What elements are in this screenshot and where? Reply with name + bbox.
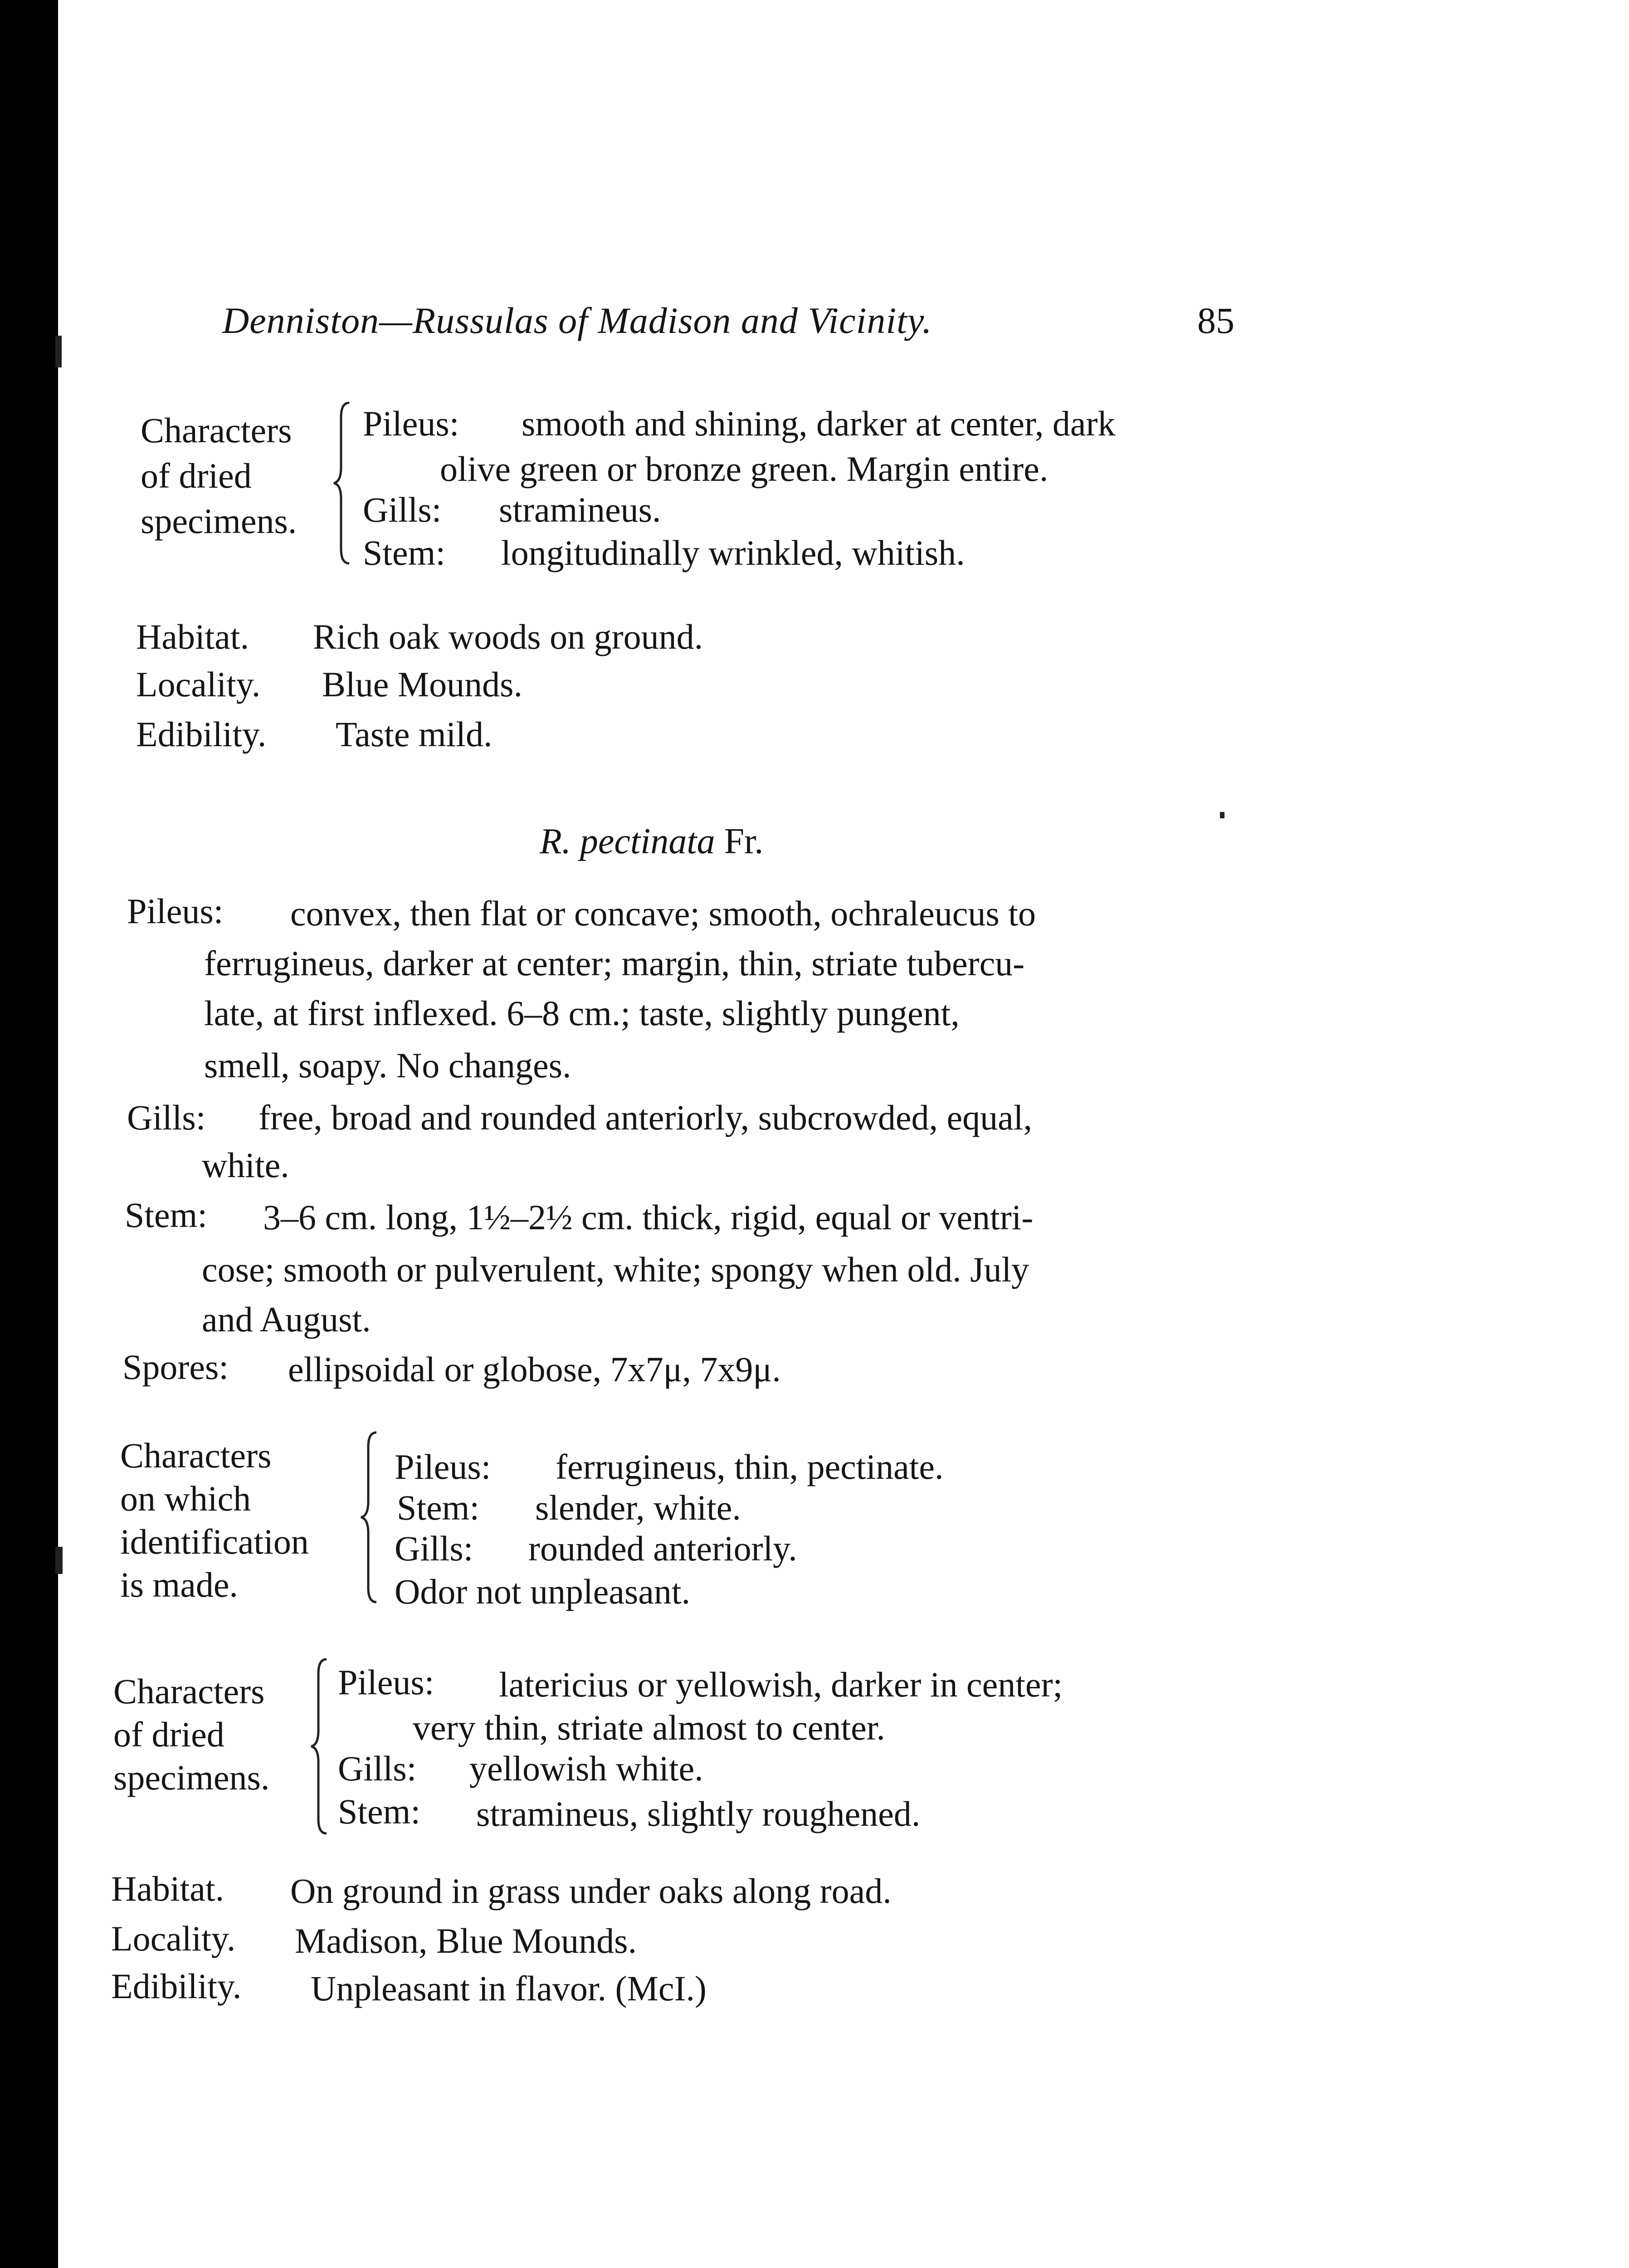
desc-stem-line-2: cose; smooth or pulverulent, white; spongy when old. July xyxy=(202,1250,1029,1289)
desc-gills-line-1: free, broad and rounded anteriorly, subcrowded, equal, xyxy=(258,1098,1032,1137)
dried-stem-term: Stem: xyxy=(363,533,446,572)
dried-label-line-1: Characters xyxy=(141,411,292,450)
habitat-term: Habitat. xyxy=(136,617,249,656)
habitat2-text: On ground in grass under oaks along road. xyxy=(290,1871,892,1911)
habitat-text: Rich oak woods on ground. xyxy=(313,617,703,656)
species-title xyxy=(540,821,763,862)
dried-pileus-term: Pileus: xyxy=(363,404,459,443)
dried2-gills-text: yellowish white. xyxy=(469,1749,703,1788)
desc-gills-line-2: white. xyxy=(202,1145,289,1185)
edibility-text: Taste mild. xyxy=(336,714,493,754)
desc-pileus-line-3: late, at first inflexed. 6–8 cm.; taste, slightly pungent, xyxy=(204,993,960,1033)
page-number: 85 xyxy=(1197,300,1234,341)
locality2-text: Madison, Blue Mounds. xyxy=(295,1921,637,1960)
brace-2 xyxy=(358,1429,381,1606)
desc-stem-line-1: 3–6 cm. long, 1½–2½ cm. thick, rigid, equal or ventri- xyxy=(263,1198,1034,1237)
dried2-pileus-text-1: latericius or yellowish, darker in center; xyxy=(499,1665,1063,1704)
dried2-label-line-2: of dried xyxy=(113,1715,224,1754)
dried2-gills-term: Gills: xyxy=(338,1749,417,1788)
dried-gills-text: stramineus. xyxy=(499,490,661,529)
locality-term: Locality. xyxy=(136,665,261,704)
dried2-stem-text: stramineus, slightly roughened. xyxy=(476,1794,921,1833)
desc-pileus-line-1: convex, then flat or concave; smooth, ochraleucus to xyxy=(290,894,1036,933)
desc-pileus-line-2: ferrugineus, darker at center; margin, thin, striate tubercu- xyxy=(204,943,1025,983)
edibility2-text: Unpleasant in flavor. (McI.) xyxy=(311,1969,707,2008)
desc-pileus-term: Pileus: xyxy=(127,891,224,931)
dried-label-line-3: specimens. xyxy=(141,501,297,541)
scan-artifact xyxy=(1220,812,1224,818)
brace-3 xyxy=(308,1656,331,1837)
edibility-term: Edibility. xyxy=(136,714,267,754)
desc-gills-term: Gills: xyxy=(127,1098,206,1137)
ident-pileus-term: Pileus: xyxy=(395,1447,491,1486)
scan-artifact xyxy=(55,1547,63,1574)
locality-text: Blue Mounds. xyxy=(322,665,523,704)
locality2-term: Locality. xyxy=(111,1919,236,1958)
species-author: Fr. xyxy=(724,821,764,861)
dried-pileus-text-2: olive green or bronze green. Margin entire. xyxy=(440,449,1049,489)
dried-gills-term: Gills: xyxy=(363,490,442,529)
species-name: R. pectinata xyxy=(540,821,715,861)
habitat2-term: Habitat. xyxy=(111,1869,224,1908)
desc-pileus-line-4: smell, soapy. No changes. xyxy=(204,1046,571,1085)
scan-artifact xyxy=(55,336,62,367)
desc-stem-term: Stem: xyxy=(125,1195,208,1235)
ident-label-line-3: identification xyxy=(120,1522,309,1561)
dried-pileus-text-1: smooth and shining, darker at center, dark xyxy=(522,404,1116,443)
dried2-label-line-3: specimens. xyxy=(113,1758,270,1797)
brace-1 xyxy=(331,399,354,567)
ident-pileus-text: ferrugineus, thin, pectinate. xyxy=(556,1447,944,1486)
scan-left-border xyxy=(0,0,58,2268)
desc-stem-line-3: and August. xyxy=(202,1300,371,1339)
dried2-label-line-1: Characters xyxy=(113,1672,265,1711)
ident-gills-term: Gills: xyxy=(395,1529,473,1568)
desc-spores-text: ellipsoidal or globose, 7x7μ, 7x9μ. xyxy=(288,1349,781,1389)
dried-label-line-2: of dried xyxy=(141,456,252,495)
ident-stem-term: Stem: xyxy=(397,1488,480,1527)
edibility2-term: Edibility. xyxy=(111,1966,242,2006)
ident-gills-text: rounded anteriorly. xyxy=(528,1529,797,1568)
dried2-pileus-text-2: very thin, striate almost to center. xyxy=(413,1708,885,1747)
ident-label-line-2: on which xyxy=(120,1479,251,1518)
dried-stem-text: longitudinally wrinkled, whitish. xyxy=(501,533,965,572)
ident-odor-text: Odor not unpleasant. xyxy=(395,1572,691,1611)
desc-spores-term: Spores: xyxy=(122,1347,229,1387)
dried2-stem-term: Stem: xyxy=(338,1792,421,1831)
ident-label-line-4: is made. xyxy=(120,1565,238,1604)
dried2-pileus-term: Pileus: xyxy=(338,1662,434,1702)
running-head: Denniston—Russulas of Madison and Vicinity. xyxy=(222,300,932,341)
ident-stem-text: slender, white. xyxy=(535,1488,741,1527)
ident-label-line-1: Characters xyxy=(120,1436,272,1475)
